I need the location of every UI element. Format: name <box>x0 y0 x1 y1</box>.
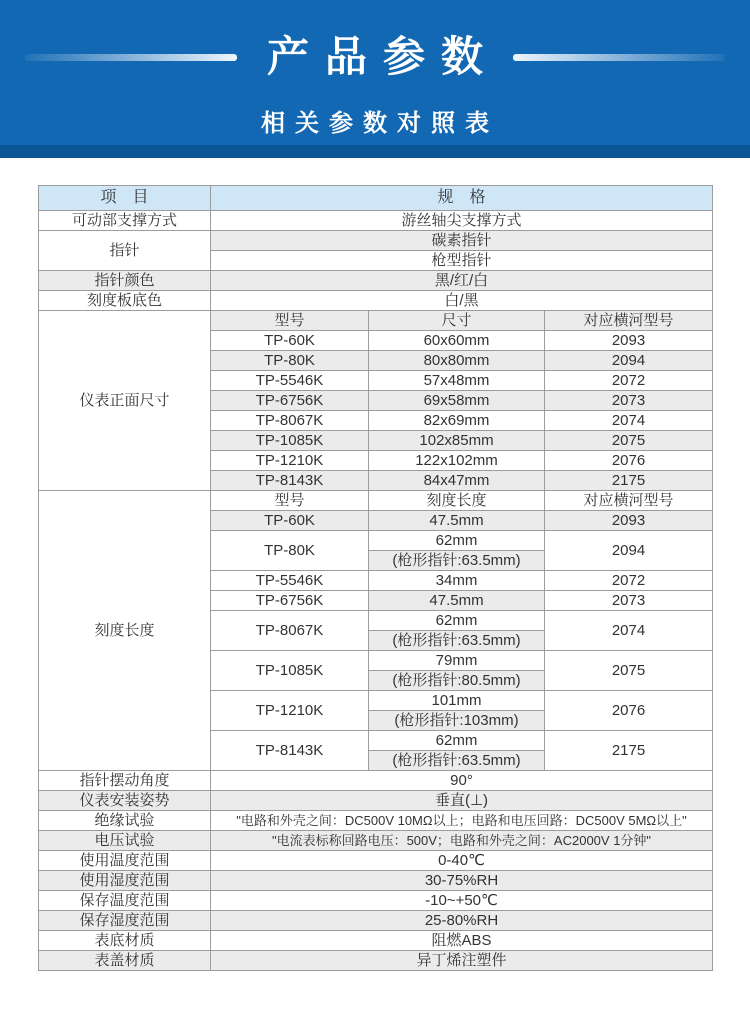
scale-length: 79mm <box>369 651 545 671</box>
size: 69x58mm <box>369 391 545 411</box>
table-row <box>39 291 713 311</box>
row-value: -10~+50℃ <box>211 891 713 911</box>
row-label: 表底材质 <box>39 931 211 951</box>
row-value: 白/黑 <box>211 291 713 311</box>
row-label: 可动部支撑方式 <box>39 211 211 231</box>
model: TP-60K <box>211 511 369 531</box>
yokogawa-model: 2074 <box>545 411 713 431</box>
table-row <box>39 931 713 951</box>
sub-header-model: 型号 <box>211 491 369 511</box>
yokogawa-model: 2073 <box>545 391 713 411</box>
model: TP-1085K <box>211 431 369 451</box>
model: TP-8067K <box>211 411 369 431</box>
row-value: 25-80%RH <box>211 911 713 931</box>
spec-table <box>38 185 713 971</box>
model: TP-1210K <box>211 691 369 731</box>
yokogawa-model: 2075 <box>545 651 713 691</box>
row-label: 仪表安装姿势 <box>39 791 211 811</box>
size: 122x102mm <box>369 451 545 471</box>
scale-length-gun: (枪形指针:103mm) <box>369 711 545 731</box>
banner-title-row <box>0 34 750 80</box>
row-value: "电路和外壳之间：DC500V 10MΩ以上；电路和电压回路：DC500V 5MΩ以上" <box>211 811 713 831</box>
sub-header-size: 尺寸 <box>369 311 545 331</box>
model: TP-8143K <box>211 731 369 771</box>
size: 102x85mm <box>369 431 545 451</box>
table-row <box>39 831 713 851</box>
row-label: 刻度板底色 <box>39 291 211 311</box>
size: 80x80mm <box>369 351 545 371</box>
row-label: 指针颜色 <box>39 271 211 291</box>
table-row <box>39 891 713 911</box>
yokogawa-model: 2175 <box>545 471 713 491</box>
model: TP-8143K <box>211 471 369 491</box>
model: TP-8067K <box>211 611 369 651</box>
table-row <box>39 911 713 931</box>
model: TP-1210K <box>211 451 369 471</box>
row-value: 90° <box>211 771 713 791</box>
table-row <box>39 186 713 211</box>
banner-bottom-edge <box>0 145 750 158</box>
row-label: 指针 <box>39 231 211 271</box>
row-label: 仪表正面尺寸 <box>39 311 211 491</box>
table-row <box>39 271 713 291</box>
model: TP-5546K <box>211 571 369 591</box>
table-row <box>39 871 713 891</box>
yokogawa-model: 2093 <box>545 511 713 531</box>
table-row <box>39 811 713 831</box>
yokogawa-model: 2076 <box>545 691 713 731</box>
size: 60x60mm <box>369 331 545 351</box>
row-label: 保存温度范围 <box>39 891 211 911</box>
model: TP-80K <box>211 351 369 371</box>
scale-length-gun: (枪形指针:80.5mm) <box>369 671 545 691</box>
yokogawa-model: 2094 <box>545 351 713 371</box>
row-value: 游丝轴尖支撑方式 <box>211 211 713 231</box>
model: TP-6756K <box>211 391 369 411</box>
model: TP-1085K <box>211 651 369 691</box>
scale-length: 47.5mm <box>369 591 545 611</box>
row-label: 绝缘试验 <box>39 811 211 831</box>
size: 84x47mm <box>369 471 545 491</box>
sub-header-yokogawa: 对应横河型号 <box>545 311 713 331</box>
yokogawa-model: 2076 <box>545 451 713 471</box>
row-label: 使用湿度范围 <box>39 871 211 891</box>
row-value: 异丁烯注塑件 <box>211 951 713 971</box>
yokogawa-model: 2072 <box>545 571 713 591</box>
scale-length-gun: (枪形指针:63.5mm) <box>369 631 545 651</box>
yokogawa-model: 2094 <box>545 531 713 571</box>
model: TP-80K <box>211 531 369 571</box>
scale-length-gun: (枪形指针:63.5mm) <box>369 751 545 771</box>
yokogawa-model: 2093 <box>545 331 713 351</box>
model: TP-5546K <box>211 371 369 391</box>
size: 57x48mm <box>369 371 545 391</box>
row-label: 表盖材质 <box>39 951 211 971</box>
row-value: 黑/红/白 <box>211 271 713 291</box>
row-value: 30-75%RH <box>211 871 713 891</box>
table-row <box>39 231 713 251</box>
header-banner <box>0 0 750 158</box>
scale-length: 62mm <box>369 531 545 551</box>
scale-length: 62mm <box>369 611 545 631</box>
yokogawa-model: 2072 <box>545 371 713 391</box>
scale-length: 62mm <box>369 731 545 751</box>
table-row <box>39 791 713 811</box>
row-label: 刻度长度 <box>39 491 211 771</box>
row-value: "电流表标称回路电压：500V；电路和外壳之间：AC2000V 1分钟" <box>211 831 713 851</box>
sub-header-model: 型号 <box>211 311 369 331</box>
yokogawa-model: 2175 <box>545 731 713 771</box>
table-row <box>39 311 713 331</box>
row-label: 指针摆动角度 <box>39 771 211 791</box>
table-row <box>39 771 713 791</box>
yokogawa-model: 2074 <box>545 611 713 651</box>
decorative-line-right <box>513 54 725 61</box>
row-value: 碳素指针 <box>211 231 713 251</box>
scale-length: 34mm <box>369 571 545 591</box>
sub-header-yokogawa: 对应横河型号 <box>545 491 713 511</box>
scale-length-gun: (枪形指针:63.5mm) <box>369 551 545 571</box>
table-row <box>39 491 713 511</box>
decorative-line-left <box>25 54 237 61</box>
row-value: 阻燃ABS <box>211 931 713 951</box>
table-row <box>39 951 713 971</box>
yokogawa-model: 2073 <box>545 591 713 611</box>
table-row <box>39 851 713 871</box>
table-row <box>39 211 713 231</box>
row-value: 枪型指针 <box>211 251 713 271</box>
scale-length: 101mm <box>369 691 545 711</box>
page-subtitle: 相关参数对照表 <box>261 110 499 137</box>
row-label: 电压试验 <box>39 831 211 851</box>
col-header-item: 项 目 <box>39 186 211 211</box>
scale-length: 47.5mm <box>369 511 545 531</box>
yokogawa-model: 2075 <box>545 431 713 451</box>
row-label: 使用温度范围 <box>39 851 211 871</box>
size: 82x69mm <box>369 411 545 431</box>
row-value: 0-40℃ <box>211 851 713 871</box>
row-value: 垂直(⊥) <box>211 791 713 811</box>
model: TP-60K <box>211 331 369 351</box>
model: TP-6756K <box>211 591 369 611</box>
col-header-spec: 规 格 <box>211 186 713 211</box>
page-title: 产品参数 <box>266 33 499 80</box>
row-label: 保存湿度范围 <box>39 911 211 931</box>
sub-header-scale-length: 刻度长度 <box>369 491 545 511</box>
